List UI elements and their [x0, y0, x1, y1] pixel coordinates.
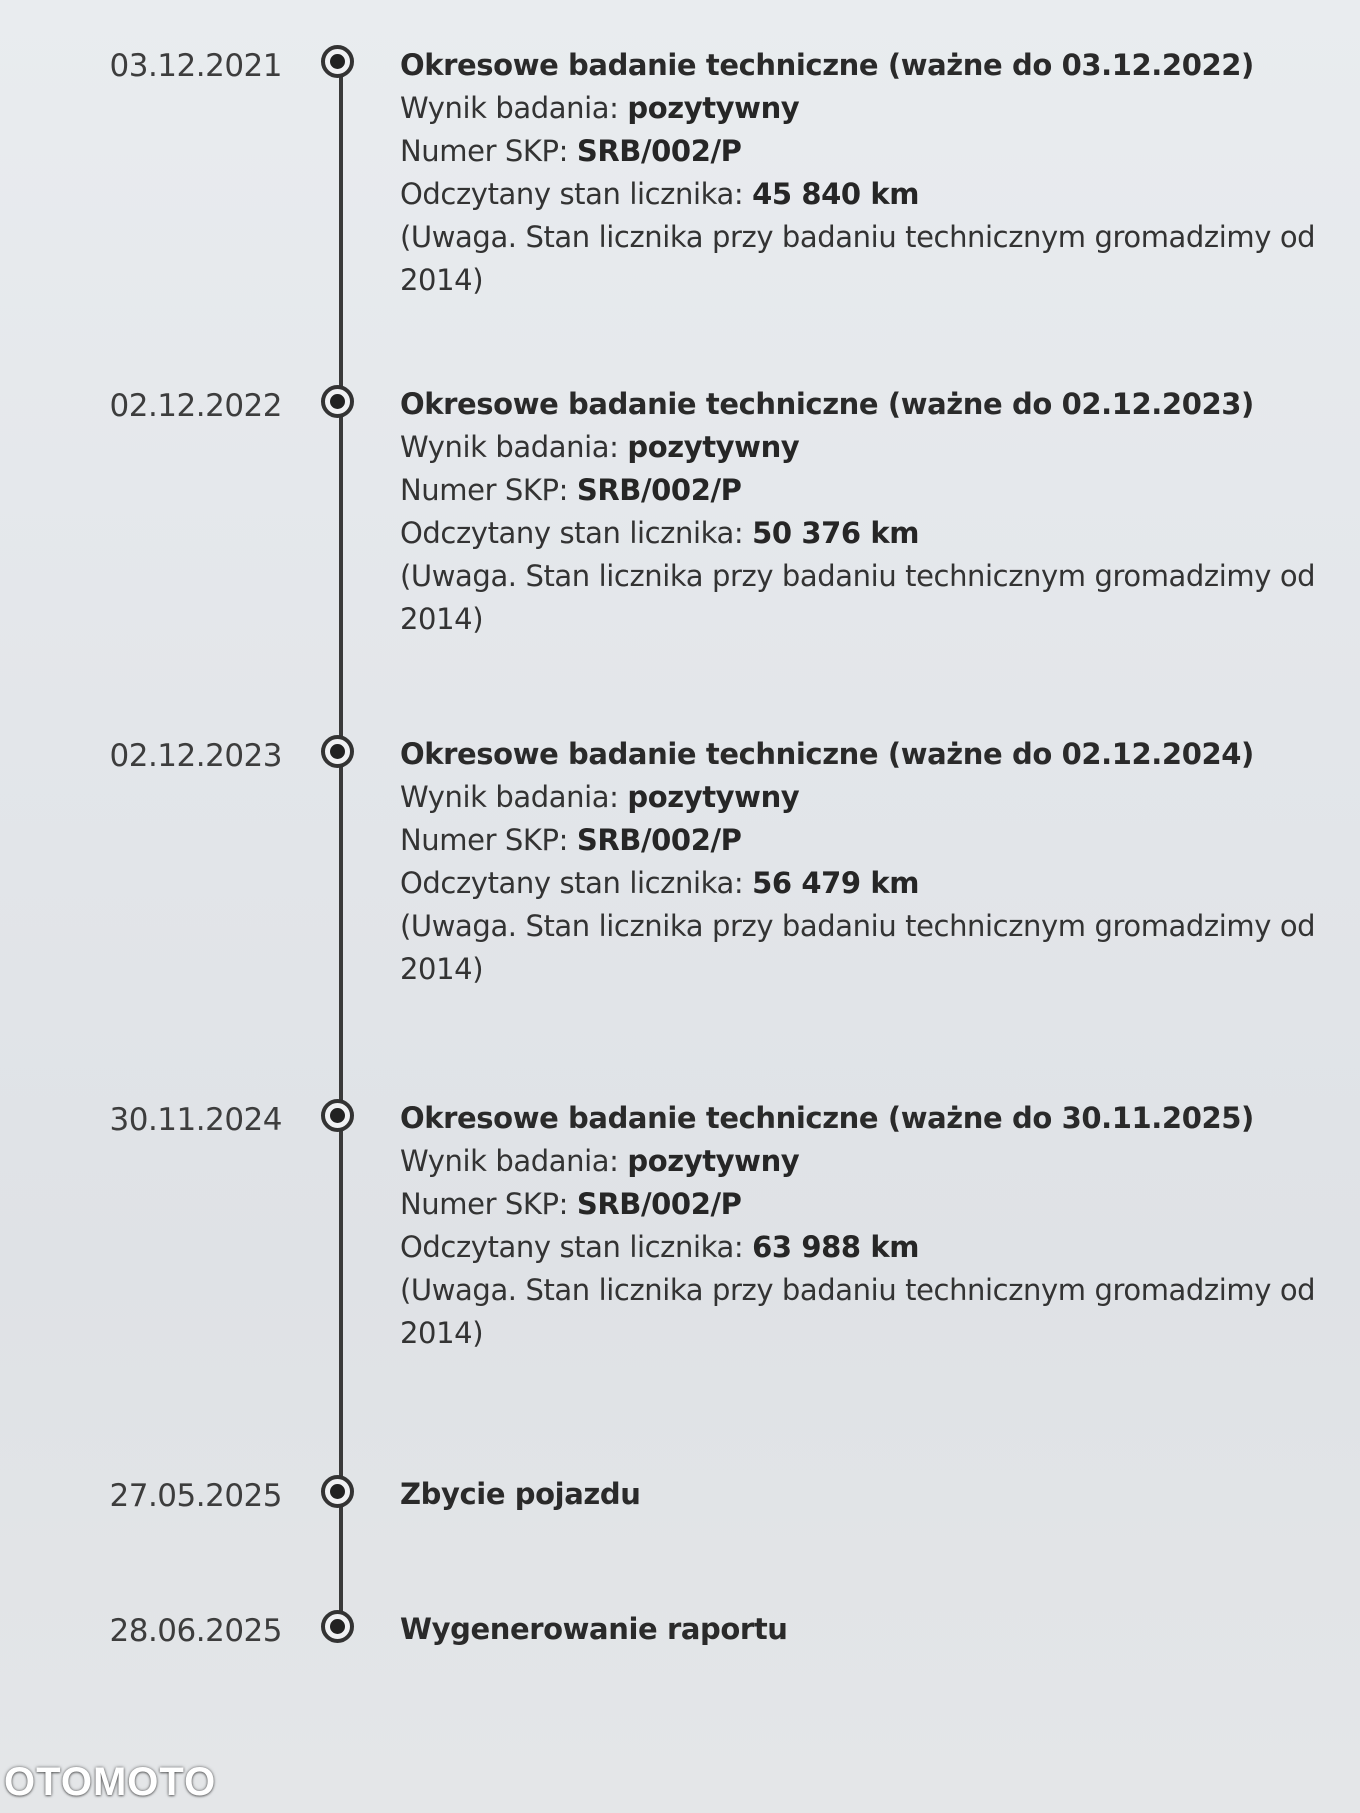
event-date: 02.12.2022 [109, 388, 282, 424]
skp-label: Numer SKP: [400, 134, 568, 168]
timeline-marker-icon [321, 1475, 354, 1508]
event-title: Wygenerowanie raportu [400, 1612, 788, 1646]
skp-row [400, 819, 1340, 862]
skp-value: SRB/002/P [576, 823, 742, 857]
event-details [400, 1473, 1340, 1516]
event-title: Okresowe badanie techniczne (ważne do 03.12.2022) [400, 48, 1254, 82]
result-value: pozytywny [627, 1144, 800, 1178]
event-date: 27.05.2025 [109, 1478, 282, 1514]
odometer-value: 50 376 km [752, 516, 920, 550]
odometer-label: Odczytany stan licznika: [400, 1230, 744, 1264]
event-details [400, 733, 1340, 991]
odometer-value: 45 840 km [752, 177, 920, 211]
event-title: Okresowe badanie techniczne (ważne do 02.12.2024) [400, 737, 1254, 771]
timeline-line [339, 66, 343, 1628]
result-row [400, 87, 1340, 130]
event-details [400, 1097, 1340, 1355]
odometer-label: Odczytany stan licznika: [400, 516, 744, 550]
skp-label: Numer SKP: [400, 473, 568, 507]
result-value: pozytywny [627, 91, 800, 125]
result-label: Wynik badania: [400, 91, 619, 125]
skp-value: SRB/002/P [576, 1187, 742, 1221]
skp-row [400, 469, 1340, 512]
odometer-value: 56 479 km [752, 866, 920, 900]
skp-value: SRB/002/P [576, 134, 742, 168]
odometer-note: (Uwaga. Stan licznika przy badaniu technicznym gromadzimy od 2014) [400, 909, 1316, 986]
timeline-marker-icon [321, 1099, 354, 1132]
event-date: 28.06.2025 [109, 1613, 282, 1649]
timeline-marker-icon [321, 385, 354, 418]
odometer-note: (Uwaga. Stan licznika przy badaniu technicznym gromadzimy od 2014) [400, 1273, 1316, 1350]
event-title: Okresowe badanie techniczne (ważne do 02.12.2023) [400, 387, 1254, 421]
result-label: Wynik badania: [400, 780, 619, 814]
skp-label: Numer SKP: [400, 1187, 568, 1221]
skp-row [400, 130, 1340, 173]
result-row [400, 776, 1340, 819]
result-label: Wynik badania: [400, 430, 619, 464]
odometer-label: Odczytany stan licznika: [400, 177, 744, 211]
odometer-row [400, 862, 1340, 905]
event-details [400, 1608, 1340, 1651]
odometer-note: (Uwaga. Stan licznika przy badaniu technicznym gromadzimy od 2014) [400, 220, 1316, 297]
timeline-marker-icon [321, 45, 354, 78]
odometer-row [400, 1226, 1340, 1269]
skp-label: Numer SKP: [400, 823, 568, 857]
timeline-marker-icon [321, 735, 354, 768]
result-label: Wynik badania: [400, 1144, 619, 1178]
event-date: 30.11.2024 [109, 1102, 282, 1138]
skp-row [400, 1183, 1340, 1226]
odometer-row [400, 173, 1340, 216]
timeline-marker-icon [321, 1610, 354, 1643]
otomoto-watermark: OTOMOTO [4, 1760, 217, 1804]
result-value: pozytywny [627, 430, 800, 464]
event-title: Zbycie pojazdu [400, 1477, 641, 1511]
odometer-value: 63 988 km [752, 1230, 920, 1264]
result-row [400, 1140, 1340, 1183]
event-date: 03.12.2021 [109, 48, 282, 84]
result-value: pozytywny [627, 780, 800, 814]
odometer-row [400, 512, 1340, 555]
odometer-note: (Uwaga. Stan licznika przy badaniu technicznym gromadzimy od 2014) [400, 559, 1316, 636]
skp-value: SRB/002/P [576, 473, 742, 507]
event-title: Okresowe badanie techniczne (ważne do 30.11.2025) [400, 1101, 1254, 1135]
event-details [400, 44, 1340, 302]
event-date: 02.12.2023 [109, 738, 282, 774]
odometer-label: Odczytany stan licznika: [400, 866, 744, 900]
event-details [400, 383, 1340, 641]
result-row [400, 426, 1340, 469]
